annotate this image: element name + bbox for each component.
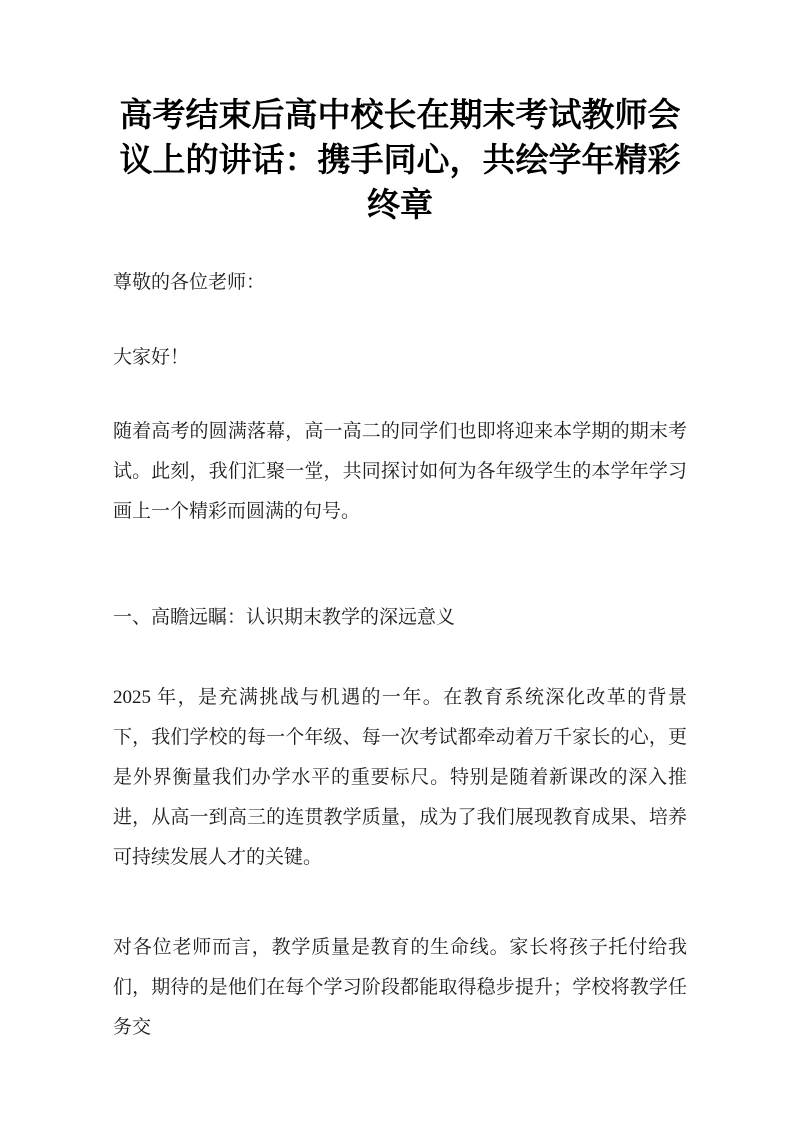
intro-paragraph: 随着高考的圆满落幕，高一高二的同学们也即将迎来本学期的期末考试。此刻，我们汇聚一堂，共同探讨如何为各年级学生的本学年学习画上一个精彩而圆满的句号。: [113, 421, 687, 522]
section-paragraph-1: 2025 年，是充满挑战与机遇的一年。在教育系统深化改革的背景下，我们学校的每一个年级、每一次考试都牵动着万千家长的心，更是外界衡量我们办学水平的重要标尺。特别是随着新课改的深入推进，从高一到高三的连贯教学质量，成为了我们展现教育成果、培养可持续发展人才的关键。: [113, 687, 687, 868]
page-title: 高考结束后高中校长在期末考试教师会议上的讲话：携手同心，共绘学年精彩终章: [119, 96, 681, 223]
section-paragraph-2: 对各位老师而言，教学质量是教育的生命线。家长将孩子托付给我们，期待的是他们在每个学习阶段都能取得稳步提升；学校将教学任务交: [113, 937, 687, 1038]
salutation-line: 尊敬的各位老师：: [113, 272, 266, 293]
section-heading: 一、高瞻远瞩：认识期末教学的深远意义: [113, 607, 456, 628]
greeting-line: 大家好！: [113, 347, 190, 368]
